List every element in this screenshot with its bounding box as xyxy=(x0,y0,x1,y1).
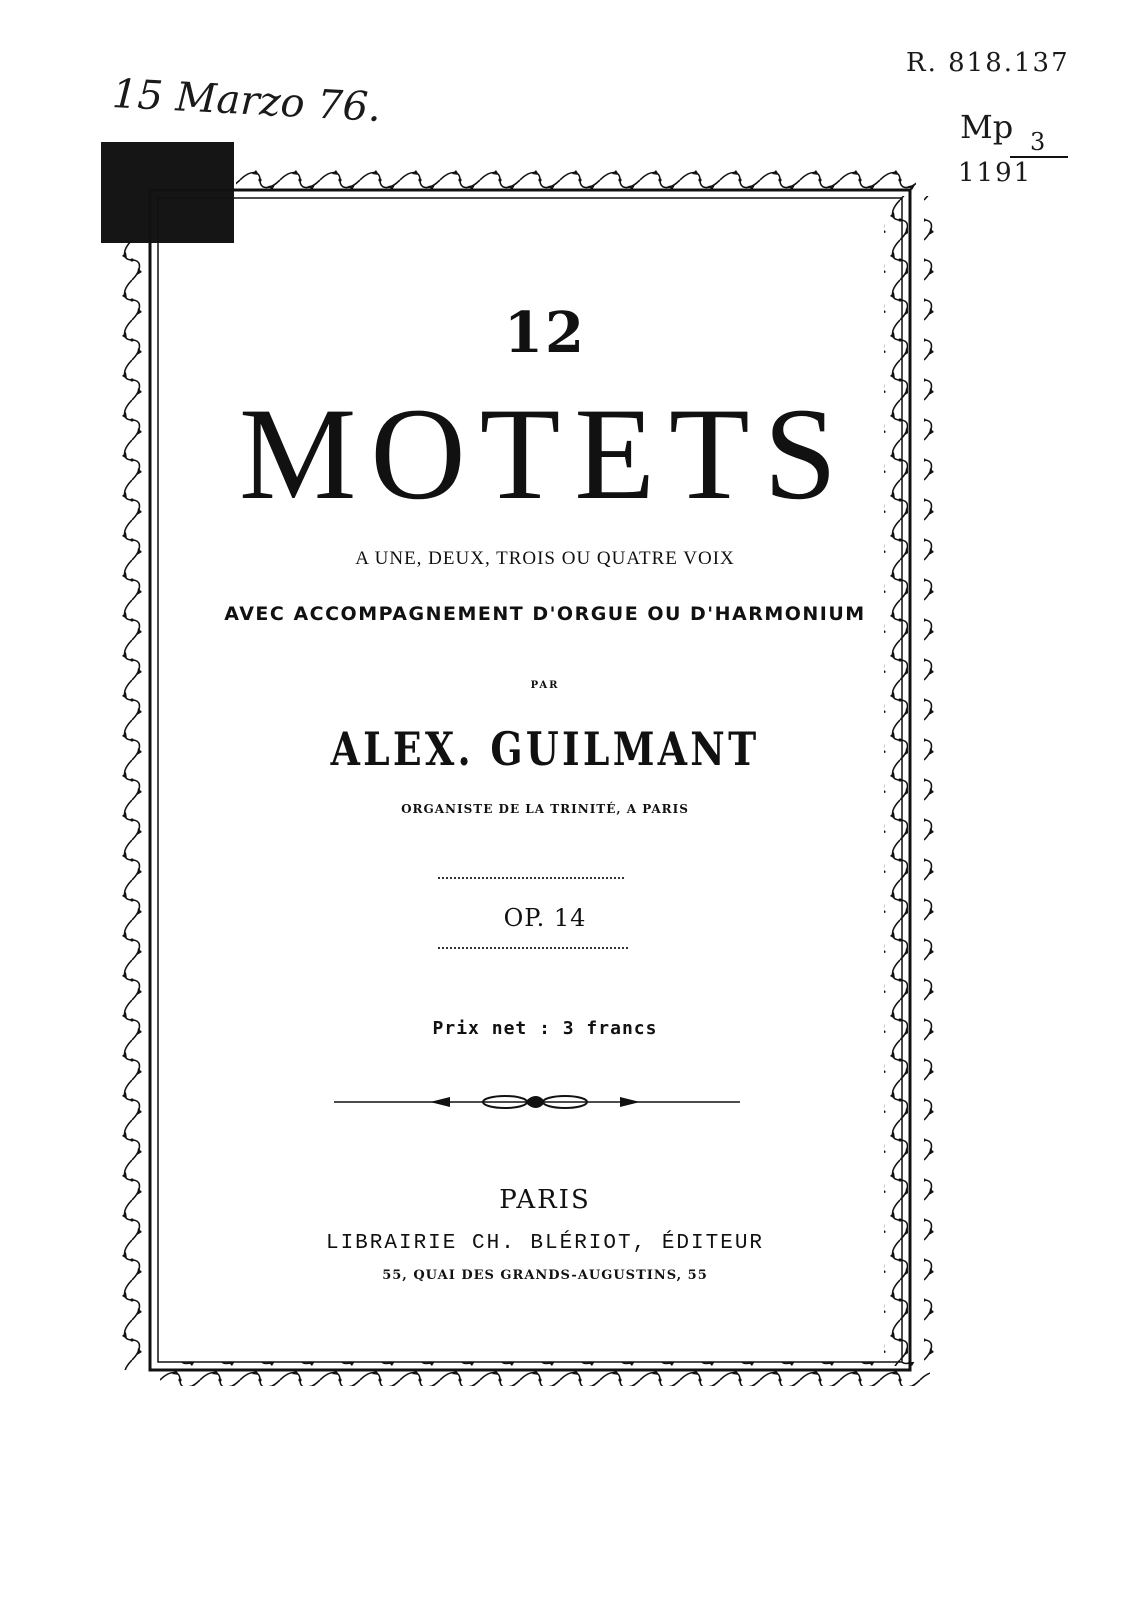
handwritten-date: 15 Marzo 76. xyxy=(110,70,383,132)
handwritten-shelf-mark: R. 818.137 xyxy=(906,48,1070,78)
composer-position: ORGANISTE DE LA TRINITÉ, A PARIS xyxy=(401,802,689,816)
title-number: 12 xyxy=(504,300,586,366)
title-accompaniment: AVEC ACCOMPAGNEMENT D'ORGUE OU D'HARMONIUM xyxy=(224,603,866,625)
publisher-name: LIBRAIRIE CH. BLÉRIOT, ÉDITEUR xyxy=(325,1232,765,1255)
opus-rule-bottom xyxy=(438,947,628,949)
title-voices: A UNE, DEUX, TROIS OU QUATRE VOIX xyxy=(355,548,735,569)
handwritten-mp-sub: 1191 xyxy=(958,158,1033,188)
opus-rule-top xyxy=(438,877,624,879)
handwritten-mp-number: 3 xyxy=(1030,128,1046,156)
frame-band-bottom xyxy=(160,1362,930,1386)
title-main: MOTETS xyxy=(239,380,851,527)
price: Prix net : 3 francs xyxy=(432,1018,658,1039)
credit-by: PAR xyxy=(530,680,560,691)
opus-number: OP. 14 xyxy=(503,904,587,932)
publisher-address: 55, QUAI DES GRANDS-AUGUSTINS, 55 xyxy=(382,1268,708,1283)
publisher-city: PARIS xyxy=(499,1185,591,1215)
composer-name: ALEX. GUILMANT xyxy=(330,722,760,776)
handwritten-mp-label: Mp xyxy=(960,108,1014,146)
center-flourish xyxy=(334,1096,740,1108)
frame-band-left xyxy=(120,240,144,1370)
